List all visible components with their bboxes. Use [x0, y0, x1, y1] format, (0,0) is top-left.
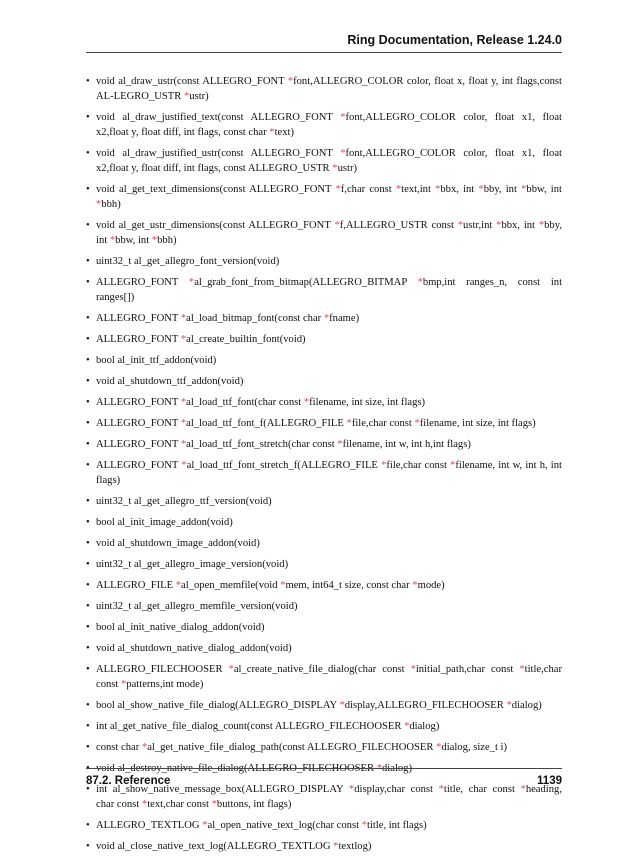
bullet-icon: •	[86, 496, 90, 507]
function-signature: ALLEGRO_FONT *al_load_ttf_font_f(ALLEGRO_FILE *file,char const *filename, int size, int flags)	[96, 418, 536, 429]
header-title: Ring Documentation, Release 1.24.0	[347, 33, 562, 47]
pointer-star: *	[435, 184, 441, 195]
function-signature: void al_shutdown_ttf_addon(void)	[96, 376, 244, 387]
bullet-icon: •	[86, 418, 90, 429]
pointer-star: *	[202, 820, 208, 831]
pointer-star: *	[519, 664, 525, 675]
pointer-star: *	[303, 397, 310, 408]
function-signature: const char *al_get_native_file_dialog_path(const ALLEGRO_FILECHOOSER *dialog, size_t i)	[96, 742, 508, 753]
pointer-star: *	[450, 460, 456, 471]
function-signature: ALLEGRO_FILE *al_open_memfile(void *mem, int64_t size, const char *mode)	[96, 580, 445, 591]
bullet-icon: •	[86, 76, 90, 87]
bullet-icon: •	[86, 517, 90, 528]
pointer-star: *	[395, 184, 402, 195]
bullet-icon: •	[86, 841, 90, 852]
bullet-icon: •	[86, 313, 90, 324]
pointer-star: *	[414, 418, 420, 429]
pointer-star: *	[457, 220, 464, 231]
list-item	[86, 110, 562, 140]
function-signature: bool al_init_image_addon(void)	[96, 517, 233, 528]
pointer-star: *	[340, 148, 346, 159]
pointer-star: *	[337, 439, 343, 450]
list-item	[86, 599, 562, 614]
pointer-star: *	[180, 418, 187, 429]
bullet-icon: •	[86, 397, 90, 408]
list-item	[86, 254, 562, 269]
bullet-icon: •	[86, 460, 90, 471]
pointer-star: *	[181, 460, 187, 471]
pointer-star: *	[335, 184, 341, 195]
function-signature: int al_get_native_file_dialog_count(const ALLEGRO_FILECHOOSER *dialog)	[96, 721, 440, 732]
function-signature: uint32_t al_get_allegro_font_version(void)	[96, 256, 280, 267]
pointer-star: *	[180, 334, 187, 345]
pointer-star: *	[381, 460, 387, 471]
list-item	[86, 458, 562, 488]
pointer-star: *	[211, 799, 217, 810]
bullet-icon: •	[86, 559, 90, 570]
pointer-star: *	[188, 277, 195, 288]
bullet-icon: •	[86, 355, 90, 366]
function-signature: int al_show_native_message_box(ALLEGRO_DISPLAY *display,char const *title, char const *heading, char const *text,char const *buttons, int flags)	[96, 784, 562, 810]
pointer-star: *	[340, 112, 346, 123]
pointer-star: *	[404, 721, 410, 732]
function-signature: uint32_t al_get_allegro_ttf_version(void)	[96, 496, 272, 507]
pointer-star: *	[412, 580, 418, 591]
function-signature: ALLEGRO_FONT *al_create_builtin_font(void)	[96, 334, 306, 345]
footer-section: 87.2. Reference	[86, 775, 171, 787]
list-item	[86, 578, 562, 593]
pointer-star: *	[96, 199, 102, 210]
bullet-icon: •	[86, 784, 90, 795]
pointer-star: *	[436, 742, 442, 753]
pointer-star: *	[180, 439, 187, 450]
function-signature: ALLEGRO_TEXTLOG *al_open_native_text_log(char const *title, int flags)	[96, 820, 427, 831]
list-item	[86, 557, 562, 572]
list-item	[86, 146, 562, 176]
function-signature: void al_draw_justified_ustr(const ALLEGRO_FONT *font,ALLEGRO_COLOR color, float x1, float x2,float y, float diff, int flags, const ALLEGRO_USTR *ustr)	[96, 148, 562, 174]
list-item	[86, 311, 562, 326]
pointer-star: *	[417, 277, 423, 288]
pointer-star: *	[438, 784, 444, 795]
pointer-star: *	[521, 184, 527, 195]
pointer-star: *	[410, 664, 416, 675]
pointer-star: *	[228, 664, 234, 675]
list-item	[86, 416, 562, 431]
list-item	[86, 698, 562, 713]
bullet-icon: •	[86, 256, 90, 267]
function-signature: void al_get_ustr_dimensions(const ALLEGRO_FONT *f,ALLEGRO_USTR const *ustr,int *bbx, int *bby, int *bbw, int *bbh)	[96, 220, 562, 246]
bullet-icon: •	[86, 763, 90, 774]
pointer-star: *	[332, 163, 338, 174]
pointer-star: *	[175, 580, 182, 591]
function-signature: ALLEGRO_FONT *al_load_ttf_font(char const *filename, int size, int flags)	[96, 397, 426, 408]
pointer-star: *	[180, 313, 187, 324]
pointer-star: *	[151, 235, 158, 246]
bullet-icon: •	[86, 742, 90, 753]
pointer-star: *	[280, 580, 286, 591]
list-item	[86, 74, 562, 104]
function-signature: uint32_t al_get_allegro_image_version(void)	[96, 559, 289, 570]
list-item	[86, 353, 562, 368]
list-item	[86, 494, 562, 509]
pointer-star: *	[333, 841, 339, 852]
function-signature: ALLEGRO_FONT *al_load_ttf_font_stretch(char const *filename, int w, int h,int flags)	[96, 439, 471, 450]
pointer-star: *	[339, 700, 345, 711]
bullet-icon: •	[86, 220, 90, 231]
function-list	[86, 74, 562, 854]
list-item	[86, 740, 562, 755]
bullet-icon: •	[86, 820, 90, 831]
pointer-star: *	[346, 418, 352, 429]
function-signature: ALLEGRO_FONT *al_load_ttf_font_stretch_f(ALLEGRO_FILE *file,char const *filename, int w, int h, int flags)	[96, 460, 562, 486]
bullet-icon: •	[86, 184, 90, 195]
function-signature: void al_close_native_text_log(ALLEGRO_TEXTLOG *textlog)	[96, 841, 372, 852]
pointer-star: *	[506, 700, 512, 711]
pointer-star: *	[180, 397, 187, 408]
bullet-icon: •	[86, 439, 90, 450]
function-signature: ALLEGRO_FONT *al_load_bitmap_font(const char *fname)	[96, 313, 360, 324]
list-item	[86, 515, 562, 530]
list-item	[86, 218, 562, 248]
list-item	[86, 332, 562, 347]
pointer-star: *	[520, 784, 526, 795]
bullet-icon: •	[86, 277, 90, 288]
pointer-star: *	[478, 184, 484, 195]
pointer-star: *	[323, 313, 330, 324]
list-item	[86, 662, 562, 692]
page-header	[86, 30, 562, 53]
pointer-star: *	[376, 763, 382, 774]
list-item	[86, 620, 562, 635]
function-signature: void al_draw_justified_text(const ALLEGRO_FONT *font,ALLEGRO_COLOR color, float x1, float x2,float y, float diff, int flags, const char *text)	[96, 112, 562, 138]
list-item	[86, 374, 562, 389]
function-signature: void al_destroy_native_file_dialog(ALLEGRO_FILECHOOSER *dialog)	[96, 763, 413, 774]
function-signature: void al_get_text_dimensions(const ALLEGRO_FONT *f,char const *text,int *bbx, int *bby, int *bbw, int *bbh)	[96, 184, 562, 210]
bullet-icon: •	[86, 664, 90, 675]
function-signature: void al_shutdown_image_addon(void)	[96, 538, 260, 549]
function-signature: bool al_show_native_file_dialog(ALLEGRO_DISPLAY *display,ALLEGRO_FILECHOOSER *dialog)	[96, 700, 542, 711]
pointer-star: *	[109, 235, 116, 246]
pointer-star: *	[183, 91, 190, 102]
list-item	[86, 395, 562, 410]
pointer-star: *	[334, 220, 340, 231]
function-signature: bool al_init_ttf_addon(void)	[96, 355, 217, 366]
pointer-star: *	[361, 820, 367, 831]
function-signature: void al_draw_ustr(const ALLEGRO_FONT *font,ALLEGRO_COLOR color, float x, float y, int flags,const AL-LEGRO_USTR *ustr)	[96, 76, 562, 102]
list-item	[86, 641, 562, 656]
bullet-icon: •	[86, 538, 90, 549]
pointer-star: *	[496, 220, 502, 231]
list-item	[86, 437, 562, 452]
list-item	[86, 182, 562, 212]
pointer-star: *	[348, 784, 355, 795]
pointer-star: *	[538, 220, 545, 231]
function-signature: bool al_init_native_dialog_addon(void)	[96, 622, 265, 633]
bullet-icon: •	[86, 601, 90, 612]
pointer-star: *	[141, 799, 148, 810]
bullet-icon: •	[86, 580, 90, 591]
pointer-star: *	[121, 679, 127, 690]
bullet-icon: •	[86, 112, 90, 123]
function-list-section	[86, 74, 562, 860]
list-item	[86, 719, 562, 734]
pointer-star: *	[287, 76, 294, 87]
list-item	[86, 275, 562, 305]
function-signature: uint32_t al_get_allegro_memfile_version(void)	[96, 601, 298, 612]
function-signature: ALLEGRO_FONT *al_grab_font_from_bitmap(ALLEGRO_BITMAP *bmp,int ranges_n, const int ranges[])	[96, 277, 563, 303]
bullet-icon: •	[86, 376, 90, 387]
page-number: 1139	[537, 775, 562, 787]
list-item	[86, 536, 562, 551]
bullet-icon: •	[86, 334, 90, 345]
pointer-star: *	[269, 127, 275, 138]
list-item	[86, 839, 562, 854]
bullet-icon: •	[86, 700, 90, 711]
pointer-star: *	[141, 742, 148, 753]
function-signature: void al_shutdown_native_dialog_addon(void)	[96, 643, 292, 654]
bullet-icon: •	[86, 643, 90, 654]
list-item	[86, 818, 562, 833]
bullet-icon: •	[86, 622, 90, 633]
function-signature: ALLEGRO_FILECHOOSER *al_create_native_file_dialog(char const *initial_path,char const *title,char const *patterns,int mode)	[96, 664, 563, 690]
bullet-icon: •	[86, 721, 90, 732]
bullet-icon: •	[86, 148, 90, 159]
